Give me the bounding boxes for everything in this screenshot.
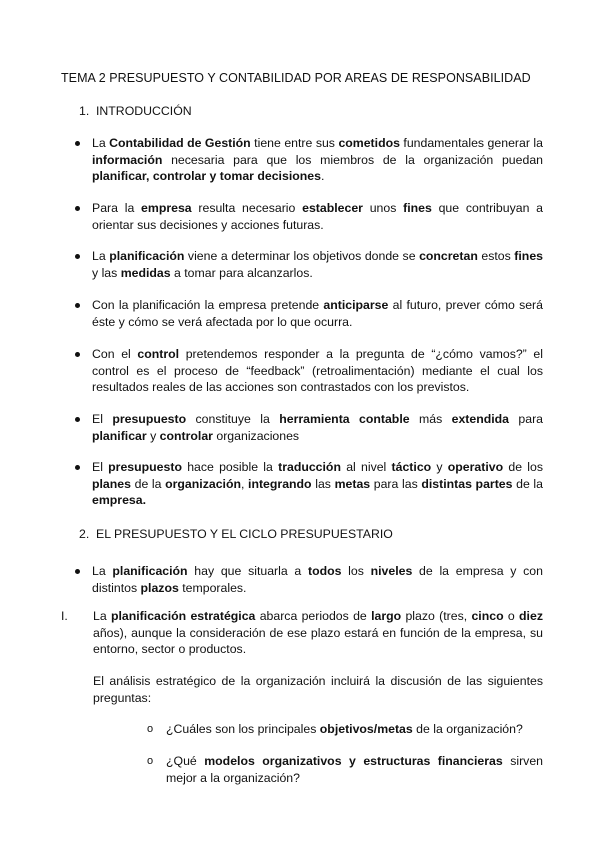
bullet-icon: [75, 303, 80, 308]
list-item: [75, 297, 543, 330]
bullet-icon: [75, 417, 80, 422]
document-title: TEMA 2 PRESUPUESTO Y CONTABILIDAD POR AREAS DE RESPONSABILIDAD: [61, 71, 531, 85]
bullet-text: La Contabilidad de Gestión tiene entre sus cometidos fundamentales generar la información necesaria para que los miembros de la organización puedan planificar, controlar y tomar decisiones.: [92, 136, 543, 183]
section-number: 2.: [79, 527, 90, 541]
bullet-text: La planificación hay que situarla a todos los niveles de la empresa y con distintos plazos temporales.: [92, 564, 543, 595]
roman-list-item: [61, 608, 543, 658]
list-item: [75, 135, 543, 185]
bullet-icon: [75, 465, 80, 470]
bullet-icon: [75, 206, 80, 211]
section-title: EL PRESUPUESTO Y EL CICLO PRESUPUESTARIO: [96, 527, 393, 541]
bullet-icon: [75, 254, 80, 259]
bullet-text: El presupuesto hace posible la traducción al nivel táctico y operativo de los planes de la organización, integrando las metas para las distintas partes de la empresa.: [92, 460, 543, 507]
circle-bullet-icon: o: [147, 723, 154, 735]
bullet-text: Con el control pretendemos responder a la pregunta de “¿cómo vamos?” el control es el proceso de “feedback” (retroalimentación) mediante el cual los resultados reales de las acciones son contrastados con los previstos.: [92, 347, 543, 394]
roman-number: I.: [61, 609, 68, 623]
bullet-text: La planificación viene a determinar los objetivos donde se concretan estos fines y las medidas a tomar para alcanzarlos.: [92, 249, 543, 280]
question-item: [147, 721, 543, 738]
bullet-text: El presupuesto constituye la herramienta contable más extendida para planificar y controlar organizaciones: [92, 412, 544, 443]
bullet-text: Para la empresa resulta necesario establecer unos fines que contribuyan a orientar sus decisiones y acciones futuras.: [92, 201, 543, 232]
question-text: ¿Cuáles son los principales objetivos/metas de la organización?: [166, 722, 523, 736]
section-heading-presupuesto: [0, 526, 600, 543]
bullet-icon: [75, 141, 80, 146]
section-heading-introduccion: [0, 103, 600, 120]
list-item: [75, 346, 543, 396]
question-text: ¿Qué modelos organizativos y estructuras financieras sirven mejor a la organización?: [166, 754, 543, 785]
bullet-icon: [75, 352, 80, 357]
circle-bullet-icon: o: [147, 755, 154, 767]
analysis-paragraph: El análisis estratégico de la organización incluirá la discusión de las siguientes preguntas:: [93, 674, 543, 705]
section-title: INTRODUCCIÓN: [96, 104, 192, 118]
list-item: [75, 411, 543, 444]
section-number: 1.: [79, 104, 90, 118]
bullet-icon: [75, 569, 80, 574]
roman-text: La planificación estratégica abarca periodos de largo plazo (tres, cinco o diez años), aunque la consideración de ese plazo estará en función de la empresa, su entorno, sector o productos.: [93, 609, 543, 656]
question-item: [147, 753, 543, 786]
bullet-text: Con la planificación la empresa pretende anticiparse al futuro, prever cómo será éste y cómo se verá afectada por lo que ocurra.: [92, 298, 543, 329]
list-item: [75, 200, 543, 233]
list-item: [75, 248, 543, 281]
list-item: [75, 563, 543, 596]
list-item: [75, 459, 543, 509]
